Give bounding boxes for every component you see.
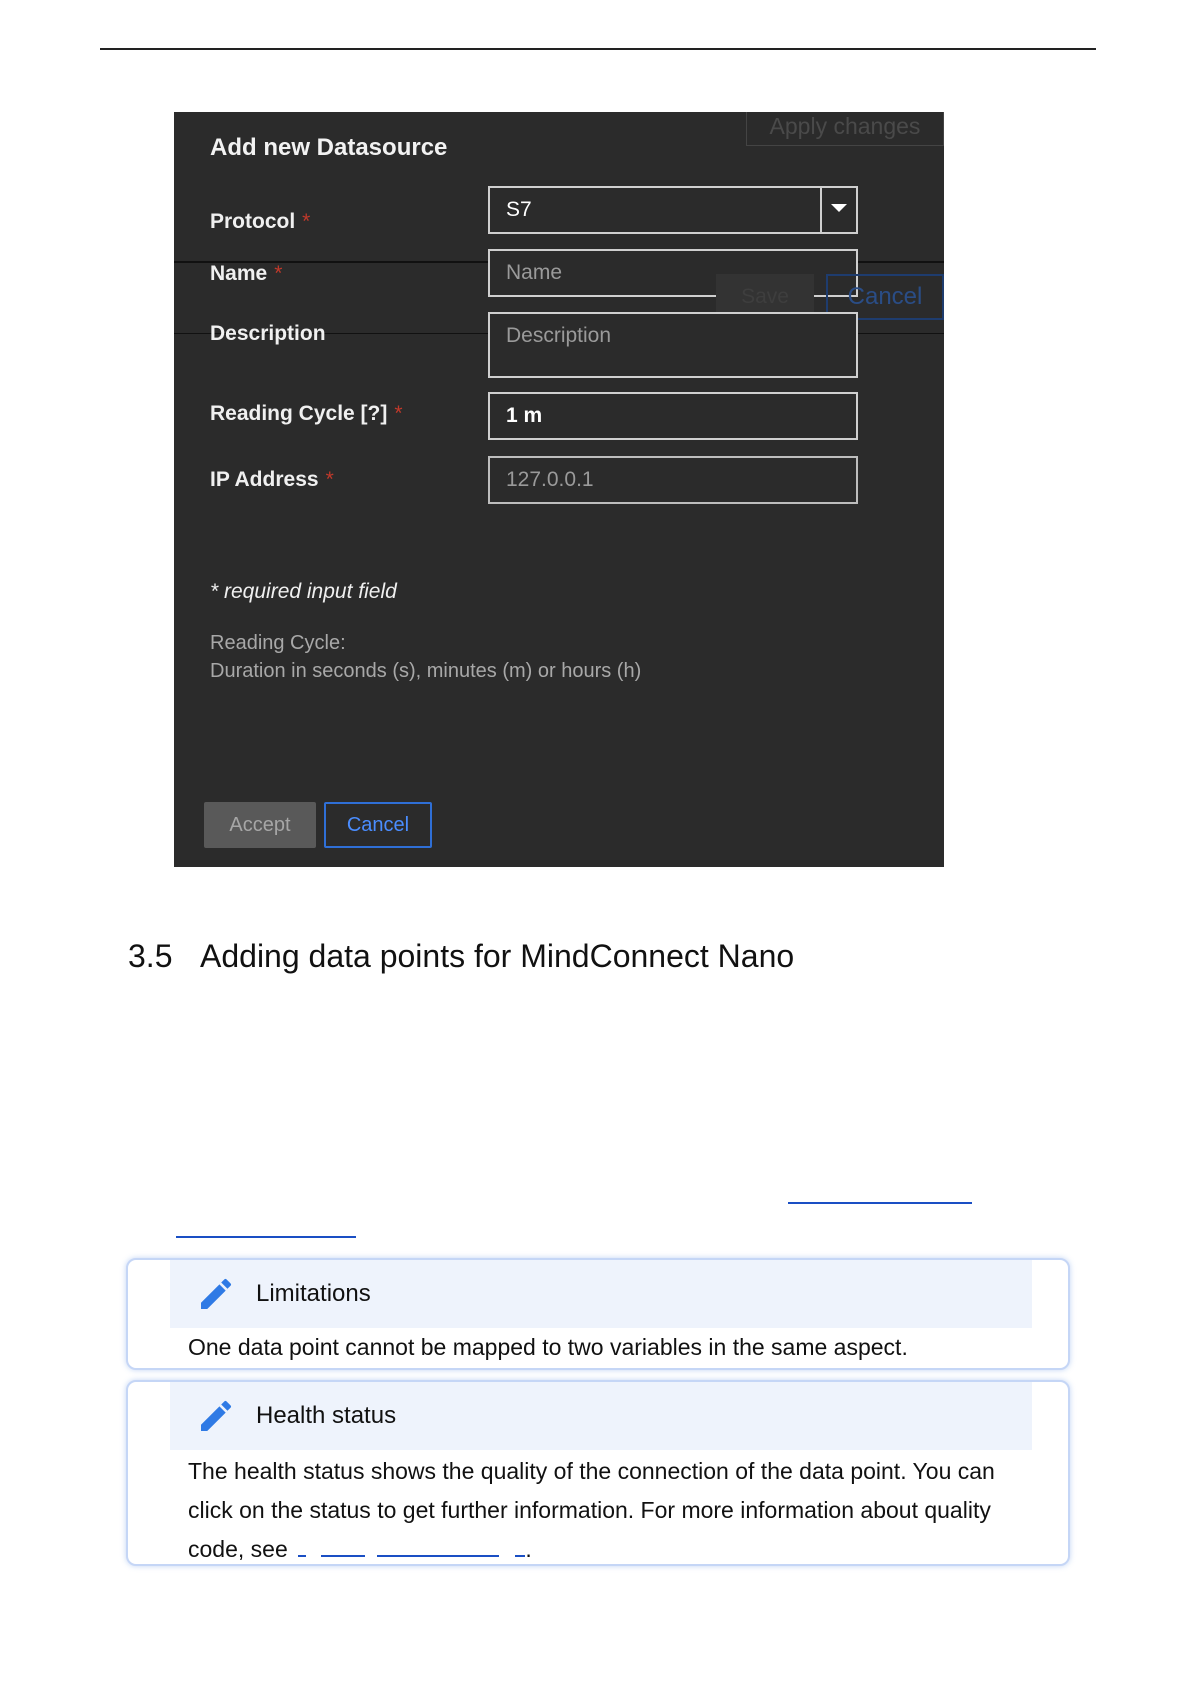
ghost-cancel-button[interactable]: Cancel bbox=[826, 274, 944, 320]
pencil-icon bbox=[196, 1274, 236, 1314]
note-body: One data point cannot be mapped to two variables in the same aspect. bbox=[188, 1334, 908, 1360]
hyperlink-underline[interactable] bbox=[788, 1202, 972, 1204]
reading-cycle-value: 1 m bbox=[506, 404, 543, 427]
note-title: Limitations bbox=[256, 1280, 371, 1307]
hyperlink-underline[interactable] bbox=[377, 1533, 499, 1557]
hyperlink-underline[interactable] bbox=[515, 1533, 525, 1557]
required-mark: * bbox=[394, 402, 403, 425]
ghost-save-button[interactable]: Save bbox=[716, 274, 814, 320]
name-label: Name * bbox=[210, 262, 283, 285]
required-mark: * bbox=[325, 468, 334, 491]
page-top-rule bbox=[100, 48, 1096, 50]
reading-cycle-hint-body: Duration in seconds (s), minutes (m) or hours (h) bbox=[210, 660, 642, 682]
note-header bbox=[170, 1260, 1032, 1328]
chevron-down-icon bbox=[831, 204, 847, 212]
ip-address-value: 127.0.0.1 bbox=[506, 468, 594, 491]
note-body-line: The health status shows the quality of the connection of the data point. You can bbox=[188, 1458, 995, 1484]
description-placeholder: Description bbox=[506, 324, 612, 347]
pencil-icon bbox=[196, 1396, 236, 1436]
ip-address-label: IP Address * bbox=[210, 468, 334, 491]
section-title: Adding data points for MindConnect Nano bbox=[200, 938, 795, 974]
hyperlink-underline[interactable] bbox=[321, 1533, 365, 1557]
name-placeholder: Name bbox=[506, 261, 563, 284]
note-body-line: code, see . bbox=[188, 1530, 995, 1569]
required-mark: * bbox=[302, 210, 311, 233]
required-field-note: * required input field bbox=[210, 580, 397, 603]
dialog-title: Add new Datasource bbox=[210, 134, 448, 161]
hyperlink-underline[interactable] bbox=[176, 1236, 356, 1238]
hyperlink-underline[interactable] bbox=[298, 1533, 306, 1557]
cancel-button[interactable]: Cancel bbox=[324, 802, 432, 848]
accept-button[interactable]: Accept bbox=[204, 802, 316, 848]
description-label: Description bbox=[210, 322, 326, 345]
reading-cycle-label: Reading Cycle [?] * bbox=[210, 402, 403, 425]
ip-address-input[interactable] bbox=[488, 456, 858, 504]
protocol-select[interactable] bbox=[488, 186, 858, 234]
section-number: 3.5 bbox=[128, 938, 173, 974]
protocol-label: Protocol * bbox=[210, 210, 311, 233]
note-body bbox=[188, 1452, 995, 1569]
limitations-note bbox=[126, 1258, 1070, 1370]
reading-cycle-input[interactable] bbox=[488, 392, 858, 440]
protocol-value: S7 bbox=[506, 198, 532, 221]
required-mark: * bbox=[274, 262, 283, 285]
datasource-dialog-screenshot bbox=[174, 112, 944, 867]
note-title: Health status bbox=[256, 1402, 397, 1429]
reading-cycle-hint-title: Reading Cycle: bbox=[210, 632, 346, 654]
description-input[interactable] bbox=[488, 312, 858, 378]
note-body-line: click on the status to get further information. For more information about quality bbox=[188, 1497, 991, 1523]
health-status-note bbox=[126, 1380, 1070, 1566]
ghost-apply-changes-button[interactable]: Apply changes bbox=[746, 112, 944, 146]
dropdown-toggle[interactable] bbox=[820, 188, 856, 232]
section-heading bbox=[128, 938, 794, 975]
note-header bbox=[170, 1382, 1032, 1450]
